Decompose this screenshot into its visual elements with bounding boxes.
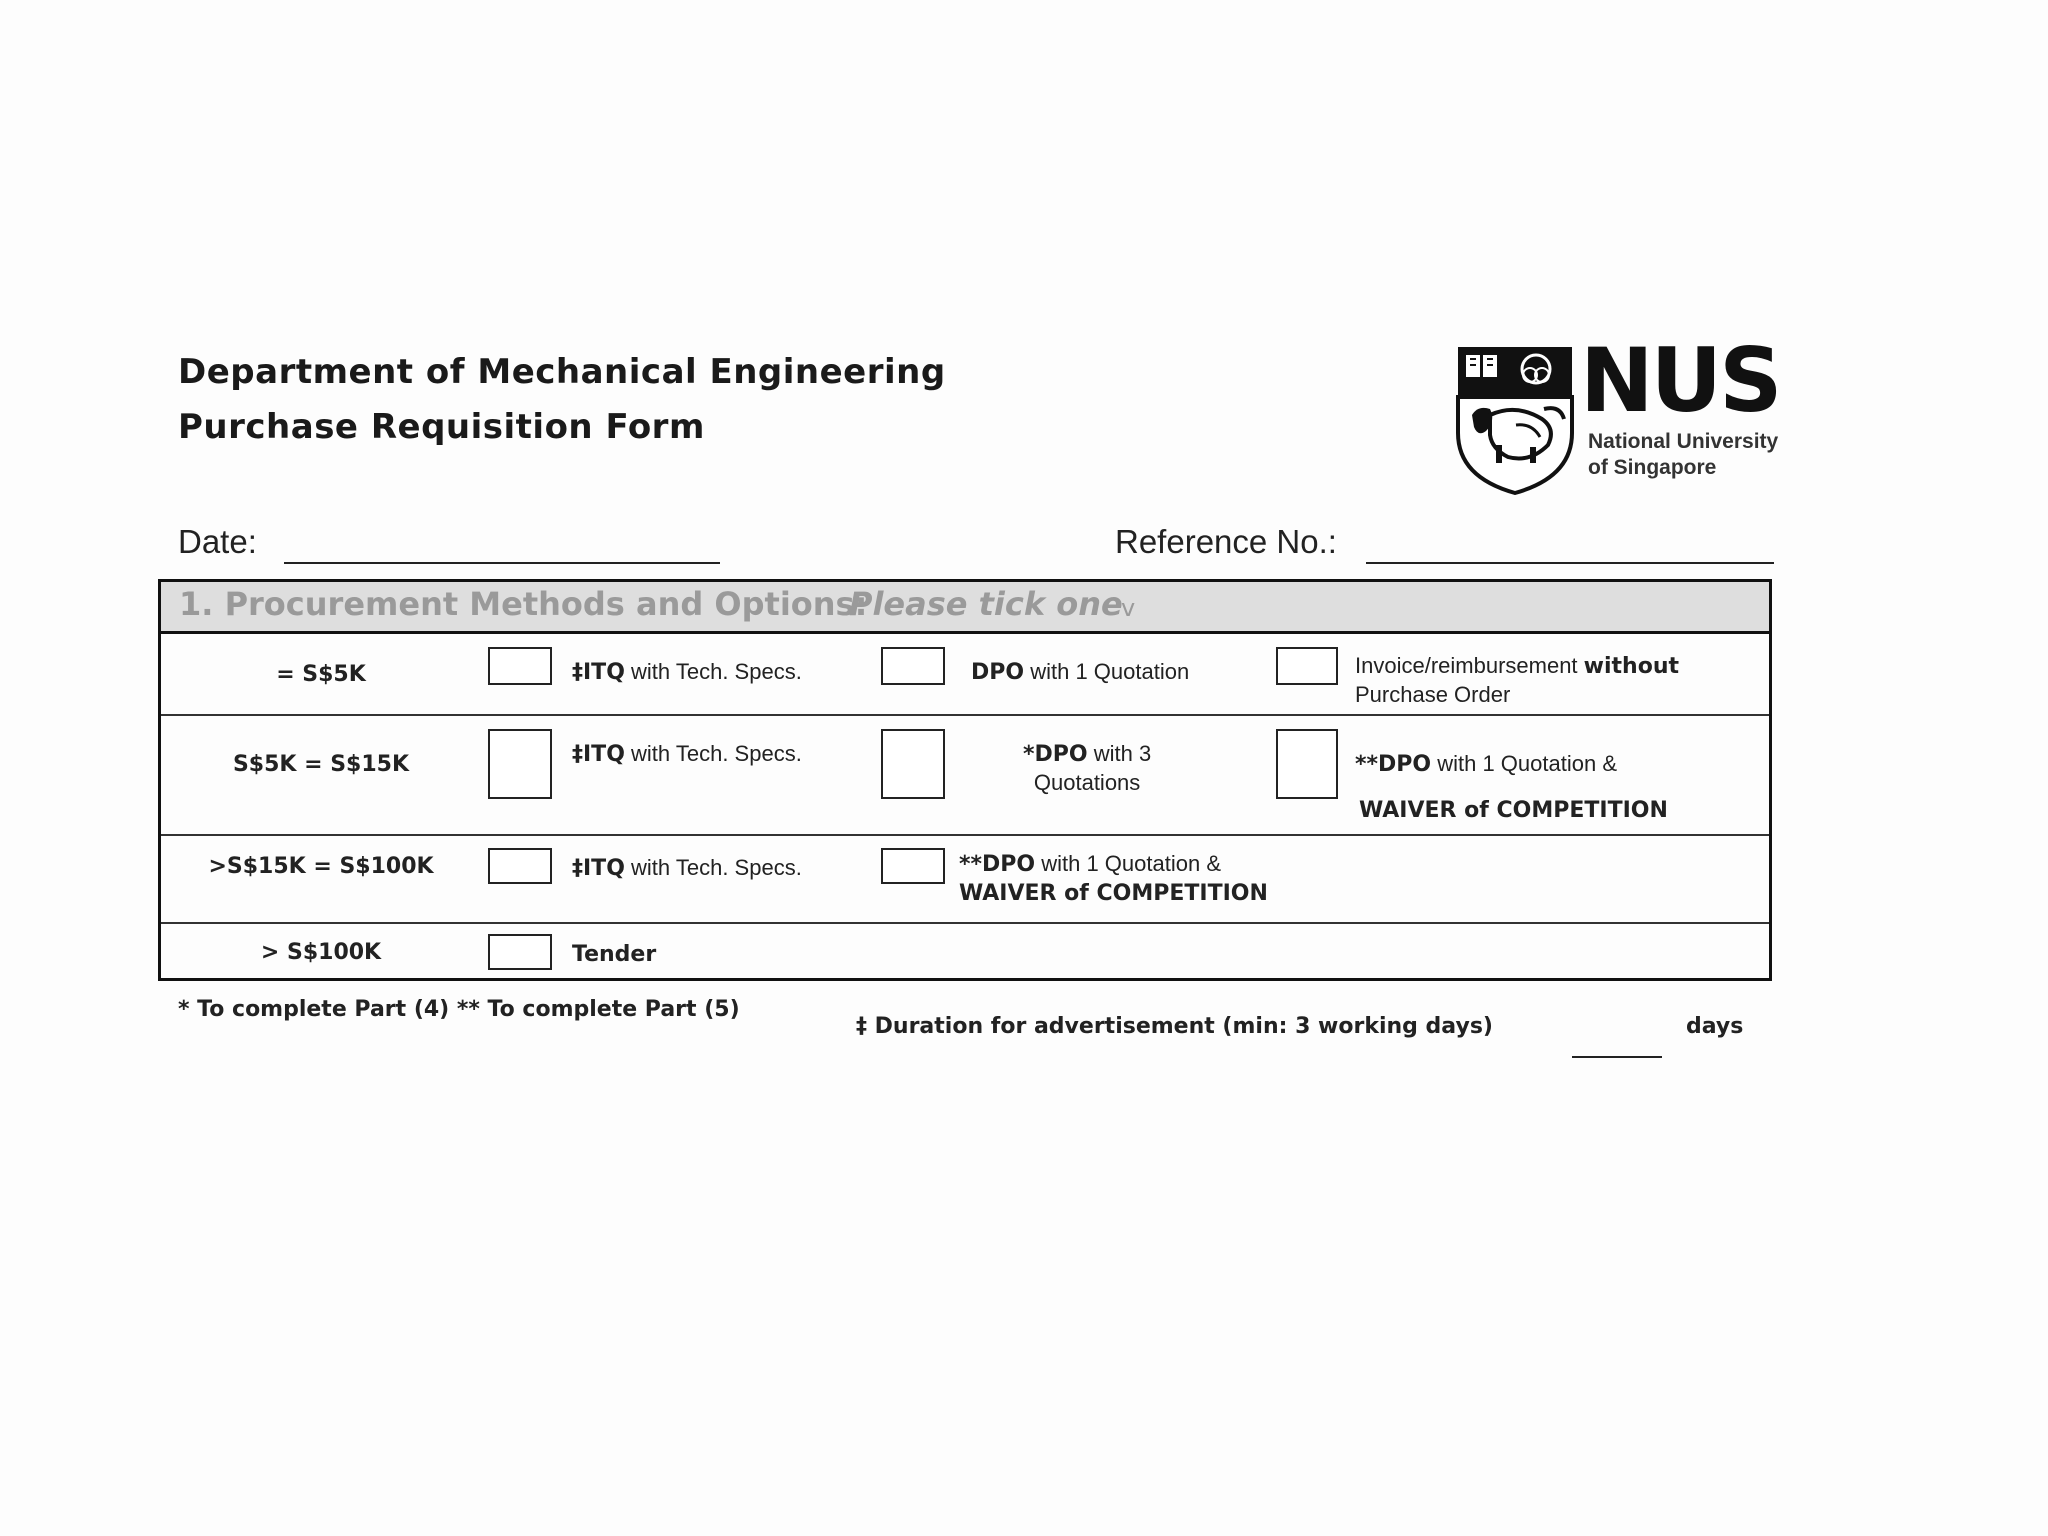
footnote-parts: * To complete Part (4) ** To complete Part (5) [178, 997, 740, 1022]
checkbox-tender-tier4[interactable] [488, 934, 552, 970]
tick-mark: v [1121, 594, 1136, 622]
section-title: 1. Procurement Methods and Options: [179, 585, 868, 623]
checkbox-dpo-tier1[interactable] [881, 647, 945, 685]
option-itq-tier3: ‡ITQ with Tech. Specs. [572, 855, 802, 881]
date-field[interactable] [284, 562, 720, 564]
nus-wordmark: NUS [1580, 329, 1780, 432]
option-dpo-tier1: DPO with 1 Quotation [971, 659, 1190, 685]
checkbox-itq-tier1[interactable] [488, 647, 552, 685]
logo-subtitle-line2: of Singapore [1588, 456, 1717, 479]
logo-subtitle [1588, 429, 1778, 481]
section-instruction: Please tick one [849, 585, 1123, 623]
tier-label: S$5K = S$15K [232, 752, 410, 777]
tier-label: >S$15K = S$100K [208, 854, 434, 879]
option-waiver-tier2-line2: WAIVER of COMPETITION [1359, 798, 1668, 823]
checkbox-dpo3-tier2[interactable] [881, 729, 945, 799]
option-itq-tier2: ‡ITQ with Tech. Specs. [572, 741, 802, 767]
nus-logo [1456, 329, 1786, 500]
checkbox-itq-tier3[interactable] [488, 848, 552, 884]
option-dpo3-tier2: *DPO with 3 Quotations [1023, 741, 1152, 795]
tier-label: = S$5K [276, 662, 366, 687]
date-label: Date: [178, 523, 257, 560]
procurement-section [158, 579, 1772, 981]
logo-subtitle-line1: National University [1588, 430, 1779, 453]
reference-field[interactable] [1366, 562, 1774, 564]
option-tender-tier4: Tender [572, 942, 657, 967]
option-waiver-tier2: **DPO with 1 Quotation & [1355, 751, 1617, 777]
nus-crest-icon [1456, 345, 1574, 495]
section-header [161, 582, 1769, 634]
days-label: days [1686, 1014, 1744, 1039]
checkbox-invoice-tier1[interactable] [1276, 647, 1338, 685]
checkbox-waiver-tier3[interactable] [881, 848, 945, 884]
form-title: Purchase Requisition Form [178, 407, 705, 447]
row-divider [161, 834, 1769, 836]
tier-label: > S$100K [260, 940, 382, 965]
option-invoice-tier1: Invoice/reimbursement without Purchase Order [1355, 653, 1679, 707]
department-title: Department of Mechanical Engineering [178, 352, 946, 392]
reference-label: Reference No.: [1115, 523, 1337, 560]
option-waiver-tier3: **DPO with 1 Quotation & WAIVER of COMPETITION [959, 851, 1268, 906]
row-divider [161, 714, 1769, 716]
duration-field[interactable] [1572, 1056, 1662, 1058]
checkbox-itq-tier2[interactable] [488, 729, 552, 799]
checkbox-waiver-tier2[interactable] [1276, 729, 1338, 799]
row-divider [161, 922, 1769, 924]
footnote-duration: ‡ Duration for advertisement (min: 3 working days) [856, 1014, 1493, 1039]
option-itq-tier1: ‡ITQ with Tech. Specs. [572, 659, 802, 685]
